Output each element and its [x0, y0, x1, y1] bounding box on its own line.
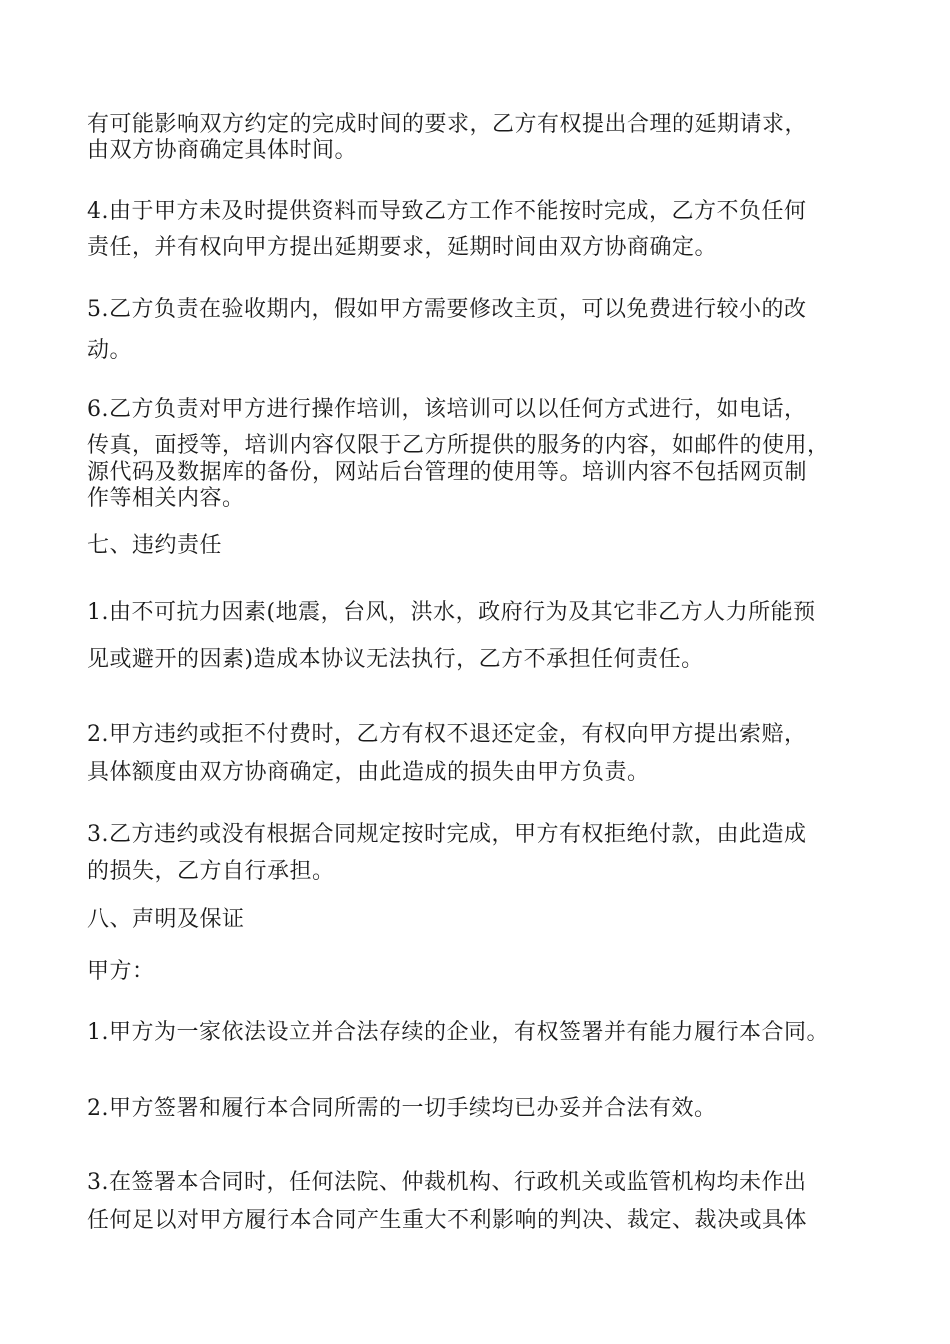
warranty-1-line: 1.甲方为一家依法设立并合法存续的企业，有权签署并有能力履行本合同。	[87, 1020, 829, 1045]
liability-1-line: 1.由不可抗力因素(地震，台风，洪水，政府行为及其它非乙方人力所能预	[87, 600, 816, 625]
liability-2-line: 具体额度由双方协商确定，由此造成的损失由甲方负责。	[87, 760, 650, 785]
warranty-2-line: 2.甲方签署和履行本合同所需的一切手续均已办妥并合法有效。	[87, 1096, 717, 1121]
clause-6-line: 作等相关内容。	[87, 486, 245, 511]
warranty-3-line: 3.在签署本合同时，任何法院、仲裁机构、行政机关或监管机构均未作出	[87, 1170, 807, 1195]
warranty-3-line: 任何足以对甲方履行本合同产生重大不利影响的判决、裁定、裁决或具体	[87, 1208, 808, 1233]
clause-4-line: 责任，并有权向甲方提出延期要求，延期时间由双方协商确定。	[87, 235, 718, 260]
clause-6-line: 源代码及数据库的备份，网站后台管理的使用等。培训内容不包括网页制	[87, 460, 808, 485]
section-heading: 七、违约责任	[87, 533, 223, 558]
clause-6-line: 传真，面授等，培训内容仅限于乙方所提供的服务的内容，如邮件的使用，	[87, 433, 830, 458]
liability-2-line: 2.甲方违约或拒不付费时，乙方有权不退还定金，有权向甲方提出索赔，	[87, 722, 807, 747]
clause-5-line: 动。	[87, 338, 133, 363]
liability-3-line: 3.乙方违约或没有根据合同规定按时完成，甲方有权拒绝付款，由此造成	[87, 822, 807, 847]
section-heading: 八、声明及保证	[87, 907, 245, 932]
party-label: 甲方：	[87, 959, 155, 984]
liability-1-line: 见或避开的因素)造成本协议无法执行，乙方不承担任何责任。	[87, 647, 704, 672]
clause-6-line: 6.乙方负责对甲方进行操作培训，该培训可以以任何方式进行，如电话，	[87, 397, 807, 422]
clause-5-line: 5.乙方负责在验收期内，假如甲方需要修改主页，可以免费进行较小的改	[87, 297, 807, 322]
liability-3-line: 的损失，乙方自行承担。	[87, 859, 335, 884]
text-line: 有可能影响双方约定的完成时间的要求，乙方有权提出合理的延期请求，	[87, 112, 808, 137]
text-line: 由双方协商确定具体时间。	[87, 138, 358, 163]
clause-4-line: 4.由于甲方未及时提供资料而导致乙方工作不能按时完成，乙方不负任何	[87, 199, 807, 224]
